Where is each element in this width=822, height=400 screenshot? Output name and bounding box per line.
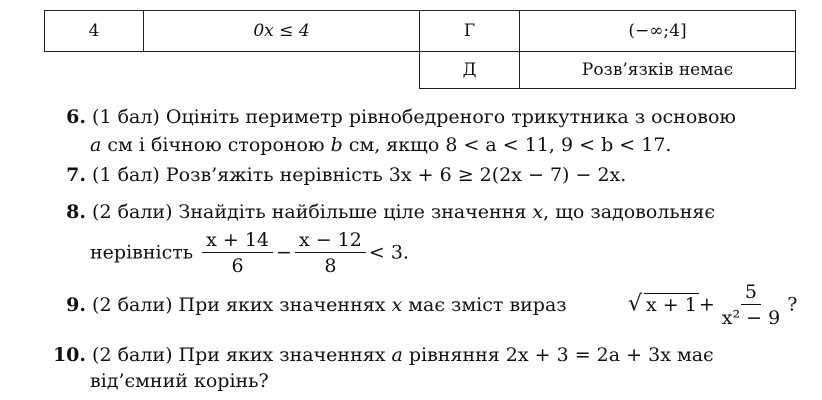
task-number: 9. xyxy=(66,294,86,316)
cell-text: 0x ≤ 4 xyxy=(253,21,310,41)
question-mark: ? xyxy=(787,293,798,316)
fraction-1 xyxy=(202,228,273,279)
sqrt-icon: √ xyxy=(628,291,643,317)
task-10 xyxy=(44,342,714,368)
task-8-line2 xyxy=(90,228,409,279)
cell-text: Г xyxy=(463,21,476,41)
task-8 xyxy=(44,199,715,225)
fraction-2 xyxy=(295,228,366,279)
task-9-expression xyxy=(628,280,797,331)
task-text: , що задовольняє xyxy=(543,201,716,223)
task-number: 8. xyxy=(66,201,86,223)
cell-text: Розв’язків немає xyxy=(581,60,734,80)
task-text: рівняння xyxy=(402,344,506,366)
task-text: має зміст вираз xyxy=(402,294,567,316)
numerator: x + 14 xyxy=(202,228,273,253)
table-cell-letter xyxy=(419,10,520,52)
task-10-line2 xyxy=(90,370,269,392)
table-cell-answer xyxy=(519,51,796,89)
task-text: (2 бали) Знайдіть найбільше ціле значення xyxy=(92,201,533,223)
variable: x xyxy=(532,201,544,223)
denominator: x² − 9 xyxy=(721,307,781,329)
task-7 xyxy=(44,162,626,188)
task-number: 10. xyxy=(52,344,86,366)
task-text: см, якщо xyxy=(342,134,446,156)
denominator: 8 xyxy=(324,255,337,277)
task-6-line2 xyxy=(90,134,671,156)
operator: + xyxy=(698,293,715,316)
task-text: (1 бал) Розв’яжіть нерівність xyxy=(92,164,389,186)
cell-text: (−∞;4] xyxy=(628,21,687,41)
fraction xyxy=(718,280,784,331)
task-text: має xyxy=(670,344,714,366)
variable: a xyxy=(90,134,102,156)
table-cell-num xyxy=(44,10,144,52)
numerator: x − 12 xyxy=(295,228,366,253)
task-text: (2 бали) При яких значеннях xyxy=(92,294,392,316)
math-expression: 2x + 3 = 2a + 3x xyxy=(505,344,671,366)
variable: x xyxy=(391,294,403,316)
table-cell-letter xyxy=(419,51,520,89)
task-text: від’ємний корінь? xyxy=(90,370,269,392)
task-6 xyxy=(44,104,736,130)
denominator: 6 xyxy=(231,255,244,277)
cell-text: 4 xyxy=(88,21,100,41)
operator: − xyxy=(276,241,292,264)
task-9 xyxy=(44,292,567,318)
math-expression: 8 < a < 11, 9 < b < 17. xyxy=(445,134,672,156)
task-text: (2 бали) При яких значеннях xyxy=(92,344,392,366)
cell-text: Д xyxy=(462,60,477,80)
table-cell-condition xyxy=(143,10,420,52)
radicand: x + 1 xyxy=(646,293,697,316)
task-text: нерівність xyxy=(90,241,200,264)
variable: b xyxy=(330,134,343,156)
task-text: (1 бал) Оцініть периметр рівнобедреного трикутника з основою xyxy=(92,106,736,128)
math-expression: 3x + 6 ≥ 2(2x − 7) − 2x. xyxy=(388,164,627,186)
math-expression: < 3. xyxy=(368,241,409,264)
task-number: 7. xyxy=(66,164,86,186)
task-text: см і бічною стороною xyxy=(101,134,331,156)
task-number: 6. xyxy=(66,106,86,128)
variable: a xyxy=(391,344,403,366)
table-cell-answer xyxy=(519,10,796,52)
numerator: 5 xyxy=(741,280,761,305)
